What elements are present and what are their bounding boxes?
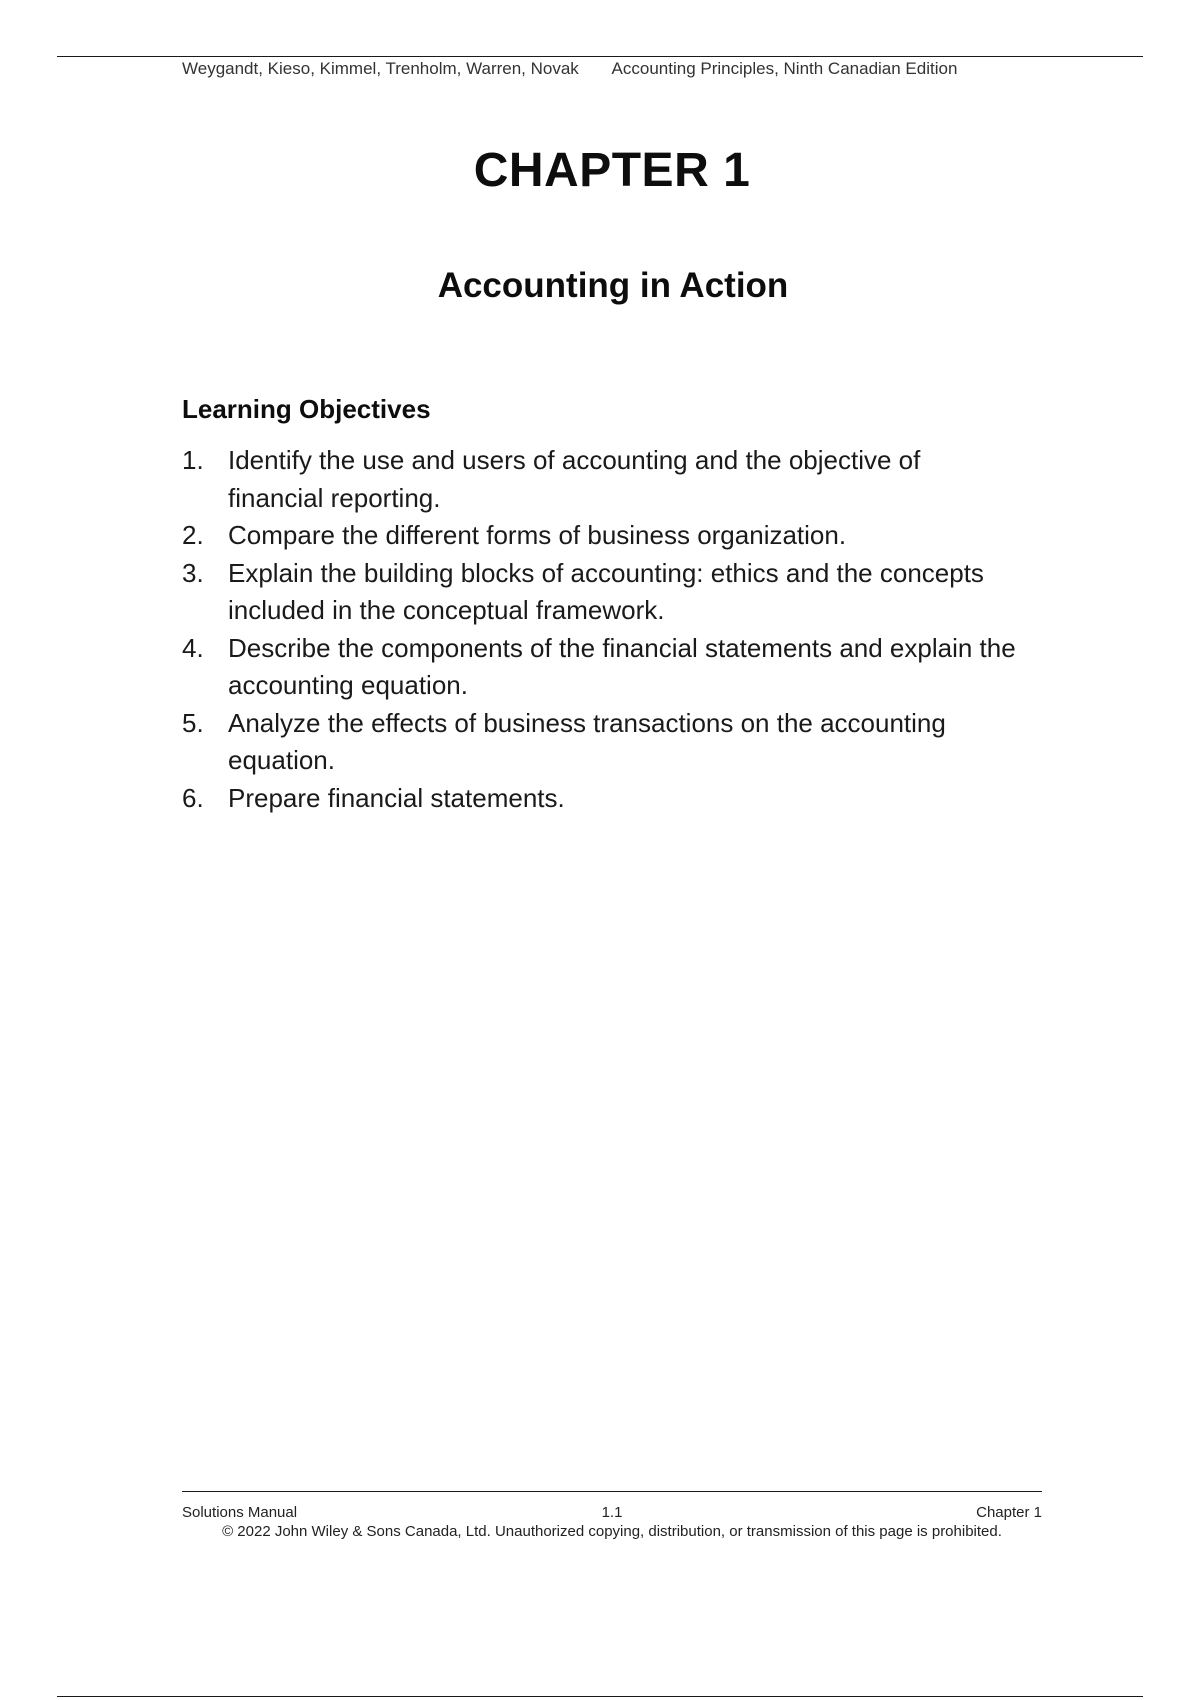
objective-number: 5. xyxy=(182,707,204,738)
header-rule xyxy=(57,56,1143,57)
objective-text: Prepare financial statements. xyxy=(228,782,565,813)
objective-item xyxy=(182,780,1022,818)
objective-item xyxy=(182,630,1022,705)
objective-number: 6. xyxy=(182,782,204,813)
objective-number: 1. xyxy=(182,445,204,475)
chapter-number: CHAPTER 1 xyxy=(473,144,751,197)
objective-item xyxy=(182,555,1022,630)
copyright-notice: © 2022 John Wiley & Sons Canada, Ltd. Unauthorized copying, distribution, or transmission of this page is prohibited. xyxy=(222,1523,1002,1540)
footer xyxy=(182,1504,1042,1524)
objective-item xyxy=(182,705,1022,780)
learning-objectives-heading: Learning Objectives xyxy=(182,394,431,424)
footer-left-label: Solutions Manual xyxy=(182,1504,298,1521)
objective-text: Explain the building blocks of accounting: ethics and the concepts included in the conceptual framework. xyxy=(228,557,984,625)
objective-text: Describe the components of the financial statements and explain the accounting equation. xyxy=(228,632,1016,700)
objective-text: Compare the different forms of business organization. xyxy=(228,520,847,550)
page-number: 1.1 xyxy=(601,1504,623,1521)
objective-number: 2. xyxy=(182,520,204,550)
running-header xyxy=(182,59,1042,79)
objective-text: Analyze the effects of business transactions on the accounting equation. xyxy=(228,707,946,775)
footer-chapter-label: Chapter 1 xyxy=(976,1504,1042,1521)
chapter-title: Accounting in Action xyxy=(437,266,789,305)
objective-number: 4. xyxy=(182,632,204,663)
header-authors: Weygandt, Kieso, Kimmel, Trenholm, Warren, Novak xyxy=(182,59,579,78)
objective-item xyxy=(182,442,1022,517)
page-bottom-rule xyxy=(57,1696,1143,1697)
footer-rule xyxy=(182,1491,1042,1492)
header-book-title: Accounting Principles, Ninth Canadian Edition xyxy=(611,59,958,78)
learning-objectives-list xyxy=(182,442,1022,817)
objective-item xyxy=(182,517,1022,555)
objective-text: Identify the use and users of accounting and the objective of financial reporting. xyxy=(228,445,921,513)
objective-number: 3. xyxy=(182,557,204,588)
